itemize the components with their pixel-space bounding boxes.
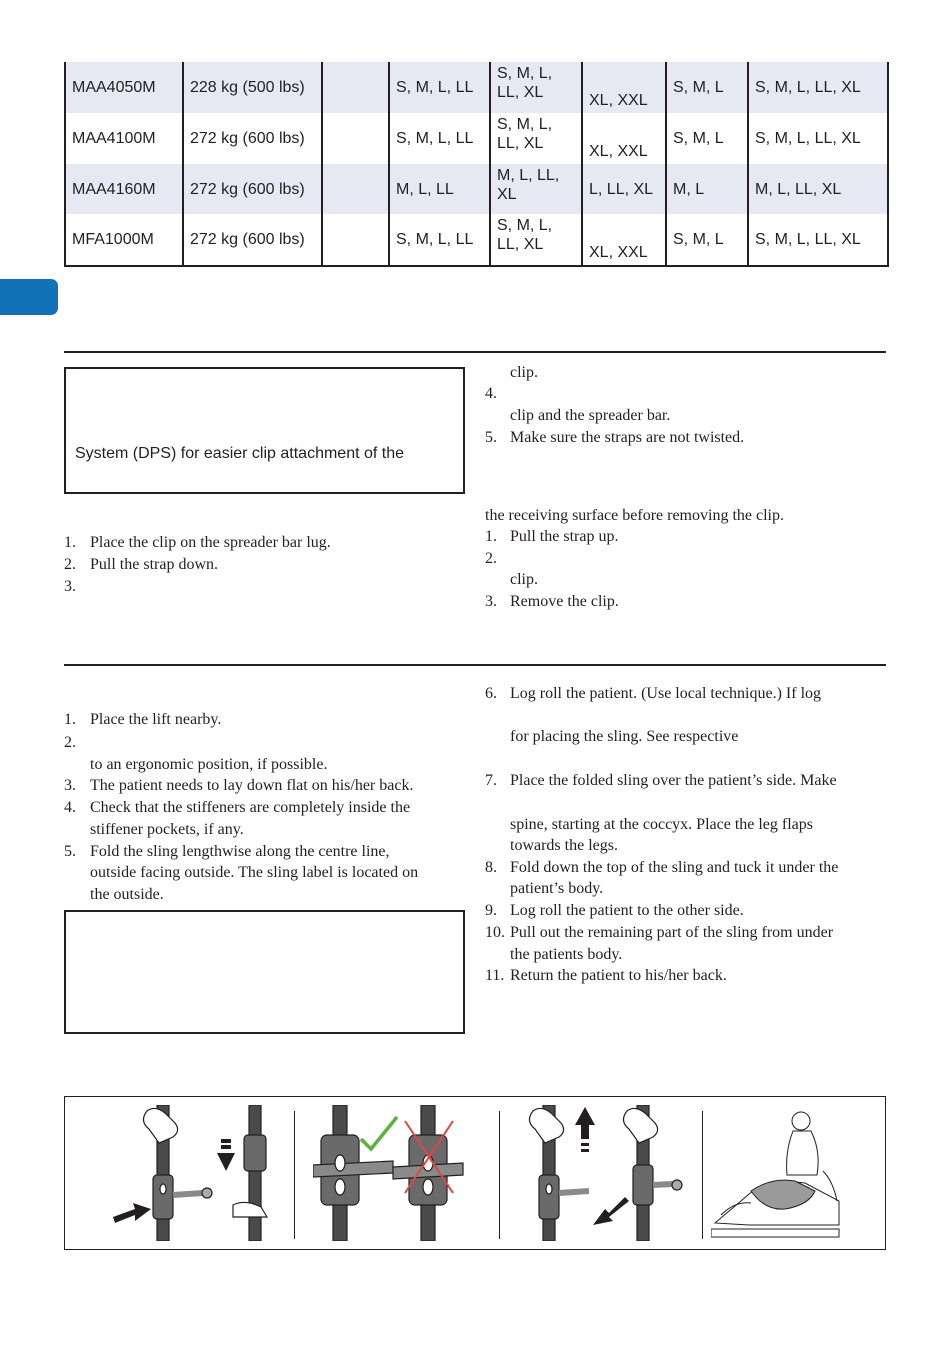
attach-step-2: Pull the strap down. — [90, 556, 218, 573]
table-cell-c5: M, L, LL, XL — [490, 164, 582, 214]
step-number: 10. — [485, 924, 505, 941]
note-box — [64, 367, 465, 494]
table-cell-c5: S, M, L, LL, XL — [490, 62, 582, 113]
step-number: 1. — [485, 528, 497, 545]
table-row — [65, 62, 888, 113]
step-number: 1. — [64, 534, 76, 551]
figure-divider — [294, 1111, 295, 1239]
attach-step-1: Place the clip on the spreader bar lug. — [90, 534, 331, 551]
table-cell-c7: S, M, L — [666, 214, 748, 266]
step-continuation: for placing the sling. See respective — [510, 728, 739, 745]
step-number: 4. — [485, 385, 497, 402]
table-cell-c5: S, M, L, LL, XL — [490, 113, 582, 164]
table-cell-c3 — [322, 62, 389, 113]
sling-size-table — [64, 62, 889, 267]
table-cell-c7: M, L — [666, 164, 748, 214]
table-cell-c5: S, M, L, LL, XL — [490, 214, 582, 266]
table-cell-load: 272 kg (600 lbs) — [183, 113, 322, 164]
step-number: 9. — [485, 902, 497, 919]
step-number: 11. — [485, 967, 505, 984]
attach-step-5: Make sure the straps are not twisted. — [510, 429, 745, 446]
table-cell-c4: S, M, L, LL — [389, 113, 490, 164]
correct-clip-check-icon — [313, 1105, 483, 1241]
step-number: 2. — [64, 734, 76, 751]
apply-step-4: Check that the stiffeners are completely inside the — [90, 799, 411, 816]
figure-divider — [702, 1111, 703, 1239]
note-box — [64, 910, 465, 1034]
table-cell-model: MAA4100M — [65, 113, 183, 164]
detach-step-1: Pull the strap up. — [510, 528, 619, 545]
table-cell-load: 272 kg (600 lbs) — [183, 164, 322, 214]
apply-step-10: Pull out the remaining part of the sling from under — [510, 924, 834, 941]
section-divider — [64, 351, 886, 353]
step-number: 8. — [485, 859, 497, 876]
table-cell-c7: S, M, L — [666, 62, 748, 113]
step-number: 3. — [64, 578, 76, 595]
table-cell-c6: XL, XXL — [582, 214, 666, 266]
table-cell-c4: S, M, L, LL — [389, 62, 490, 113]
patient-log-roll-illustration — [711, 1105, 846, 1241]
step-continuation: patient’s body. — [510, 880, 604, 897]
step-continuation: the patients body. — [510, 946, 623, 963]
table-cell-model: MAA4160M — [65, 164, 183, 214]
step-continuation: spine, starting at the coccyx. Place the leg flaps — [510, 816, 814, 833]
step-continuation: clip and the spreader bar. — [510, 407, 671, 424]
apply-step-7: Place the folded sling over the patient’s side. Make — [510, 772, 837, 789]
table-cell-c4: S, M, L, LL — [389, 214, 490, 266]
step-number: 6. — [485, 685, 497, 702]
table-cell-c8: M, L, LL, XL — [748, 164, 888, 214]
step-continuation: outside facing outside. The sling label is located on — [90, 864, 419, 881]
step-number: 2. — [64, 556, 76, 573]
table-cell-model: MAA4050M — [65, 62, 183, 113]
apply-step-6: Log roll the patient. (Use local technique.) If log — [510, 685, 822, 702]
chapter-tab — [0, 279, 58, 315]
note-box-text: System (DPS) for easier clip attachment of the — [75, 445, 405, 462]
table-cell-c7: S, M, L — [666, 113, 748, 164]
step-number: 3. — [485, 593, 497, 610]
table-cell-c3 — [322, 113, 389, 164]
step-number: 5. — [485, 429, 497, 446]
detach-intro: the receiving surface before removing the clip. — [485, 507, 784, 524]
apply-step-11: Return the patient to his/her back. — [510, 967, 727, 984]
step-number: 1. — [64, 711, 76, 728]
step-continuation: clip. — [510, 364, 538, 381]
table-cell-load: 228 kg (500 lbs) — [183, 62, 322, 113]
table-cell-c3 — [322, 164, 389, 214]
table-row — [65, 214, 888, 266]
step-number: 2. — [485, 550, 497, 567]
step-number: 3. — [64, 777, 76, 794]
table-cell-c8: S, M, L, LL, XL — [748, 113, 888, 164]
apply-step-5: Fold the sling lengthwise along the centre line, — [90, 843, 390, 860]
step-continuation: the outside. — [90, 886, 164, 903]
section-divider — [64, 664, 886, 666]
table-cell-c6: XL, XXL — [582, 62, 666, 113]
step-continuation: stiffener pockets, if any. — [90, 821, 244, 838]
step-number: 7. — [485, 772, 497, 789]
table-row — [65, 164, 888, 214]
apply-step-3: The patient needs to lay down flat on his/her back. — [90, 777, 414, 794]
table-cell-c6: XL, XXL — [582, 113, 666, 164]
table-cell-c8: S, M, L, LL, XL — [748, 62, 888, 113]
clip-illustration-figure — [64, 1096, 886, 1250]
table-cell-c4: M, L, LL — [389, 164, 490, 214]
table-cell-c3 — [322, 214, 389, 266]
step-continuation: clip. — [510, 571, 538, 588]
clip-detach-illustration — [517, 1105, 697, 1241]
apply-step-9: Log roll the patient to the other side. — [510, 902, 744, 919]
figure-divider — [499, 1111, 500, 1239]
clip-attach-illustration — [113, 1105, 293, 1241]
step-continuation: to an ergonomic position, if possible. — [90, 756, 328, 773]
table-row — [65, 113, 888, 164]
table-cell-load: 272 kg (600 lbs) — [183, 214, 322, 266]
apply-step-8: Fold down the top of the sling and tuck it under the — [510, 859, 839, 876]
detach-step-3: Remove the clip. — [510, 593, 619, 610]
apply-step-1: Place the lift nearby. — [90, 711, 222, 728]
table-cell-model: MFA1000M — [65, 214, 183, 266]
table-cell-c6: L, LL, XL — [582, 164, 666, 214]
step-continuation: towards the legs. — [510, 837, 618, 854]
step-number: 5. — [64, 843, 76, 860]
step-number: 4. — [64, 799, 76, 816]
table-cell-c8: S, M, L, LL, XL — [748, 214, 888, 266]
